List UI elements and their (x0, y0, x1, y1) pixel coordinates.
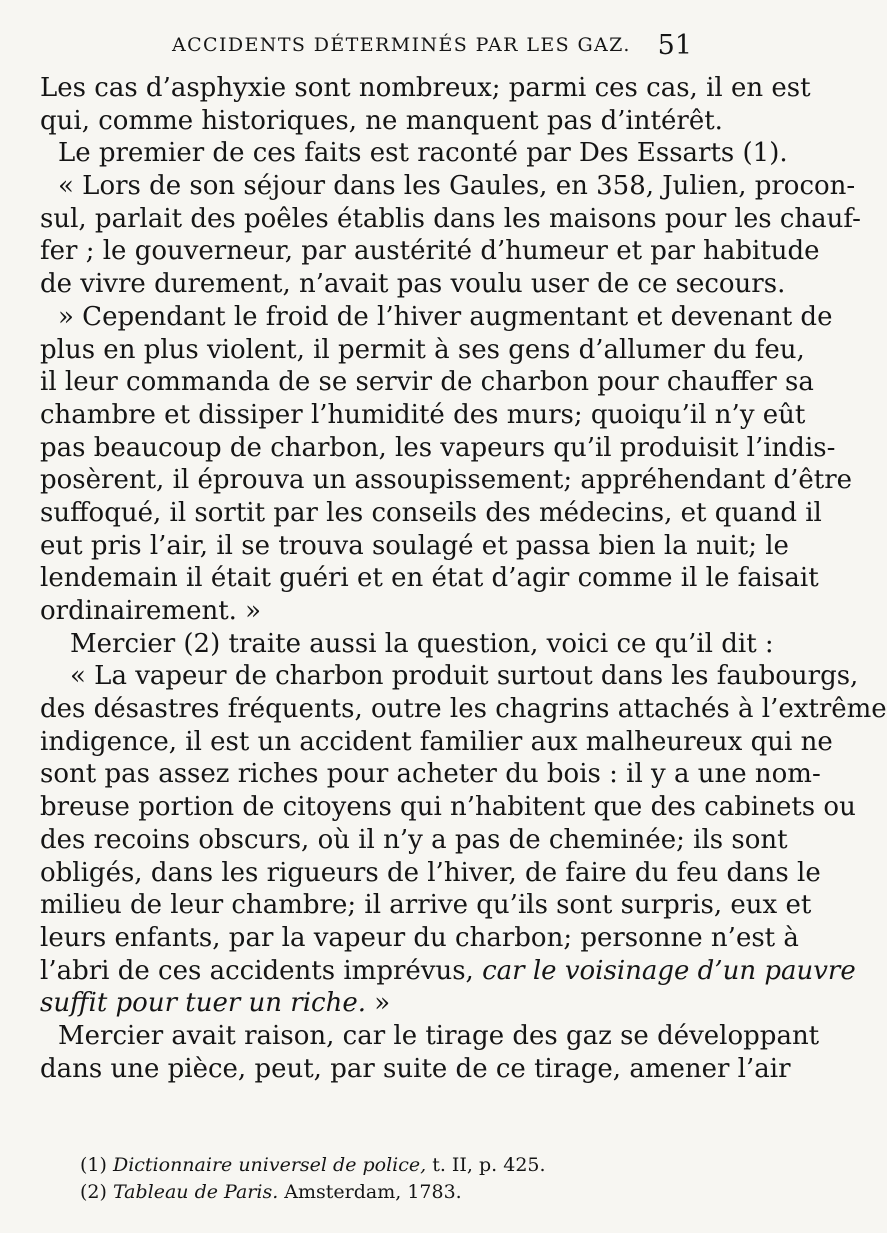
text-line: Les cas d’asphyxie sont nombreux; parmi ces cas, il en est (40, 73, 811, 103)
text-line: posèrent, il éprouva un assoupissement; appréhendant d’être (40, 465, 853, 496)
text-segment: l’abri de ces accidents imprévus, (40, 955, 474, 986)
text-line: Mercier avait raison, car le tirage des gaz se développant (58, 1020, 820, 1051)
footnote-marker: (1) (80, 1154, 107, 1176)
page-number: 51 (657, 30, 692, 61)
text-line: eut pris l’air, il se trouva soulagé et passa bien la nuit; le (40, 530, 789, 561)
text-line: de vivre durement, n’avait pas voulu user de ce secours. (40, 269, 786, 300)
text-line: indigence, il est un accident familier aux malheureux qui ne (40, 726, 833, 757)
text-line: qui, comme historiques, ne manquent pas d’intérêt. (40, 105, 723, 136)
closing-quote: » (366, 988, 391, 1019)
text-line: « Lors de son séjour dans les Gaules, en 358, Julien, procon- (58, 171, 856, 202)
text-line: milieu de leur chambre; il arrive qu’ils sont surpris, eux et (40, 890, 812, 921)
italic-phrase: suffit pour tuer un riche. (40, 988, 367, 1019)
footnote-marker: (2) (80, 1181, 107, 1203)
text-line: il leur commanda de se servir de charbon pour chauffer sa (40, 367, 814, 398)
text-line-mixed (40, 987, 708, 1020)
text-line: obligés, dans les rigueurs de l’hiver, de faire du feu dans le (40, 857, 821, 888)
footnote-text: t. II, p. 425. (426, 1154, 546, 1176)
text-line: sul, parlait des poêles établis dans les maisons pour les chauf- (40, 203, 861, 234)
text-line: sont pas assez riches pour acheter du bois : il y a une nom- (40, 759, 821, 790)
footnote-title: Tableau de Paris. (112, 1181, 279, 1203)
text-line: dans une pièce, peut, par suite de ce tirage, amener l’air (40, 1053, 791, 1084)
text-line: Le premier de ces faits est raconté par Des Essarts (1). (58, 138, 788, 169)
italic-phrase: car le voisinage d’un pauvre (482, 955, 856, 986)
text-line: » Cependant le froid de l’hiver augmentant et devenant de (58, 301, 833, 332)
text-line: ordinairement. » (40, 596, 262, 626)
running-head: ACCIDENTS DÉTERMINÉS PAR LES GAZ. (172, 34, 631, 56)
text-line: « La vapeur de charbon produit surtout dans les faubourgs, (70, 661, 859, 692)
text-line: pas beaucoup de charbon, les vapeurs qu’il produisit l’indis- (40, 432, 836, 463)
text-line: leurs enfants, par la vapeur du charbon; personne n’est à (40, 922, 799, 953)
text-line: lendemain il était guéri et en état d’agir comme il le faisait (40, 563, 819, 594)
footnote (80, 1152, 720, 1179)
footnote (80, 1179, 720, 1206)
footnote-text: Amsterdam, 1783. (278, 1181, 462, 1203)
text-line: des recoins obscurs, où il n’y a pas de cheminée; ils sont (40, 824, 788, 855)
text-line: Mercier (2) traite aussi la question, voici ce qu’il dit : (70, 628, 774, 659)
footnote-title: Dictionnaire universel de police, (112, 1154, 427, 1176)
text-line: chambre et dissiper l’humidité des murs; quoiqu’il n’y eût (40, 399, 806, 430)
text-line: plus en plus violent, il permit à ses gens d’allumer du feu, (40, 334, 805, 365)
text-line: breuse portion de citoyens qui n’habitent que des cabinets ou (40, 792, 856, 823)
text-line: fer ; le gouverneur, par austérité d’humeur et par habitude (40, 236, 820, 267)
text-line-mixed (40, 955, 856, 988)
footnotes (80, 1152, 720, 1206)
text-line: suffoqué, il sortit par les conseils des médecins, et quand il (40, 497, 822, 528)
text-line: des désastres fréquents, outre les chagrins attachés à l’extrême (40, 694, 887, 725)
page-header (172, 30, 692, 64)
body-text (40, 72, 887, 1085)
